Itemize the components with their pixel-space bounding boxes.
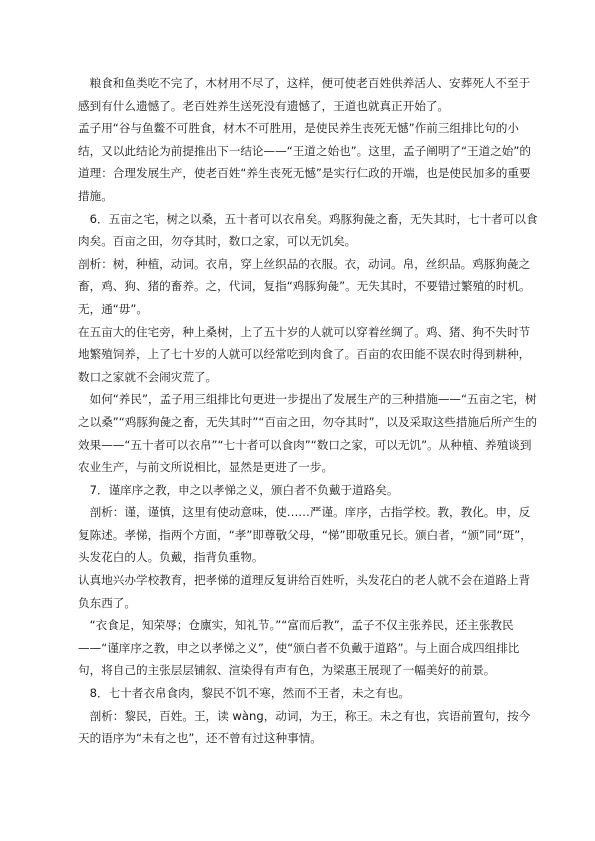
paragraph-2: 孟子用“谷与鱼鳖不可胜食，材木不可胜用，是使民养生丧死无憾”作前三组排比句的小结，又以此结论为前提推出下一结论——“王道之始也”。这里，孟子阐明了“王道之始”的道理：合理发展生产，使老百姓“养生丧死无憾”是实行仁政的开端，也是使民加多的重要措施。 [78, 121, 531, 203]
paragraph-9: 认真地兴办学校教育，把孝悌的道理反复讲给百姓听，头发花白的老人就不会在道路上背负东西了。 [78, 573, 531, 610]
paragraph-6: 如何“养民”，孟子用三组排比句更进一步提出了发展生产的三种措施——“五亩之宅，树之以桑”“鸡豚狗彘之畜，无失其时”“百亩之田，勿夺其时”，以及采取这些措施后所产生的效果——“五十者可以衣帛”“七十者可以食肉”“数口之家，可以无饥”。从种植、养殖谈到农业生产，与前文所说相比，显然是更进了一步。 [78, 392, 538, 475]
paragraph-12: 剖析：黎民，百姓。王，读 wàng，动词，为王，称王。未之有也，宾语前置句，按今天的语序为“未有之也”，还不曾有过这种事情。 [78, 708, 531, 746]
paragraph-11: 8．七十者衣帛食肉，黎民不饥不寒，然而不王者，未之有也。 [89, 686, 411, 701]
paragraph-4: 剖析：树，种植，动词。衣帛，穿上丝织品的衣服。衣，动词。帛，丝织品。鸡豚狗彘之畜，鸡、狗、猪的畜养。之，代词，复指“鸡豚狗彘”。无失其时，不要错过繁殖的时机。无，通“毋”。 [78, 256, 531, 316]
paragraph-5: 在五亩大的住宅旁，种上桑树，上了五十岁的人就可以穿着丝绸了。鸡、猪、狗不失时节地繁殖饲养，上了七十岁的人就可以经常吃到肉食了。百亩的农田能不误农时得到耕种，数口之家就不会闹灾荒了。 [78, 324, 531, 384]
document-body [78, 72, 540, 750]
paragraph-10: “衣食足，知荣辱；仓廪实，知礼节。”“富而后教”，孟子不仅主张养民，还主张教民——“谨庠序之教，申之以孝悌之义”，使“颁白者不负戴于道路”。与上面合成四组排比句，将自己的主张层层铺叙、渲染得有声有色，为梁惠王展现了一幅美好的前景。 [78, 618, 520, 678]
paragraph-7: 7．谨庠序之教，申之以孝悌之义，颁白者不负戴于道路矣。 [89, 482, 399, 497]
paragraph-3: 6．五亩之宅，树之以桑，五十者可以衣帛矣。鸡豚狗彘之畜，无失其时，七十者可以食肉矣。百亩之田，勿夺其时，数口之家，可以无饥矣。 [78, 211, 538, 249]
paragraph-8: 剖析：谨，谨慎，这里有使动意味，使……严谨。庠序，古指学校。教，教化。申，反复陈述。孝悌，指两个方面，“孝”即尊敬父母，“悌”即敬重兄长。颁白者，“颁”同“斑”，头发花白的人。负戴，指背负重物。 [78, 505, 532, 565]
paragraph-1: 粮食和鱼类吃不完了，木材用不尽了，这样，便可使老百姓供养活人、安葬死人不至于感到有什么遗憾了。老百姓养生送死没有遗憾了，王道也就真正开始了。 [78, 76, 531, 113]
